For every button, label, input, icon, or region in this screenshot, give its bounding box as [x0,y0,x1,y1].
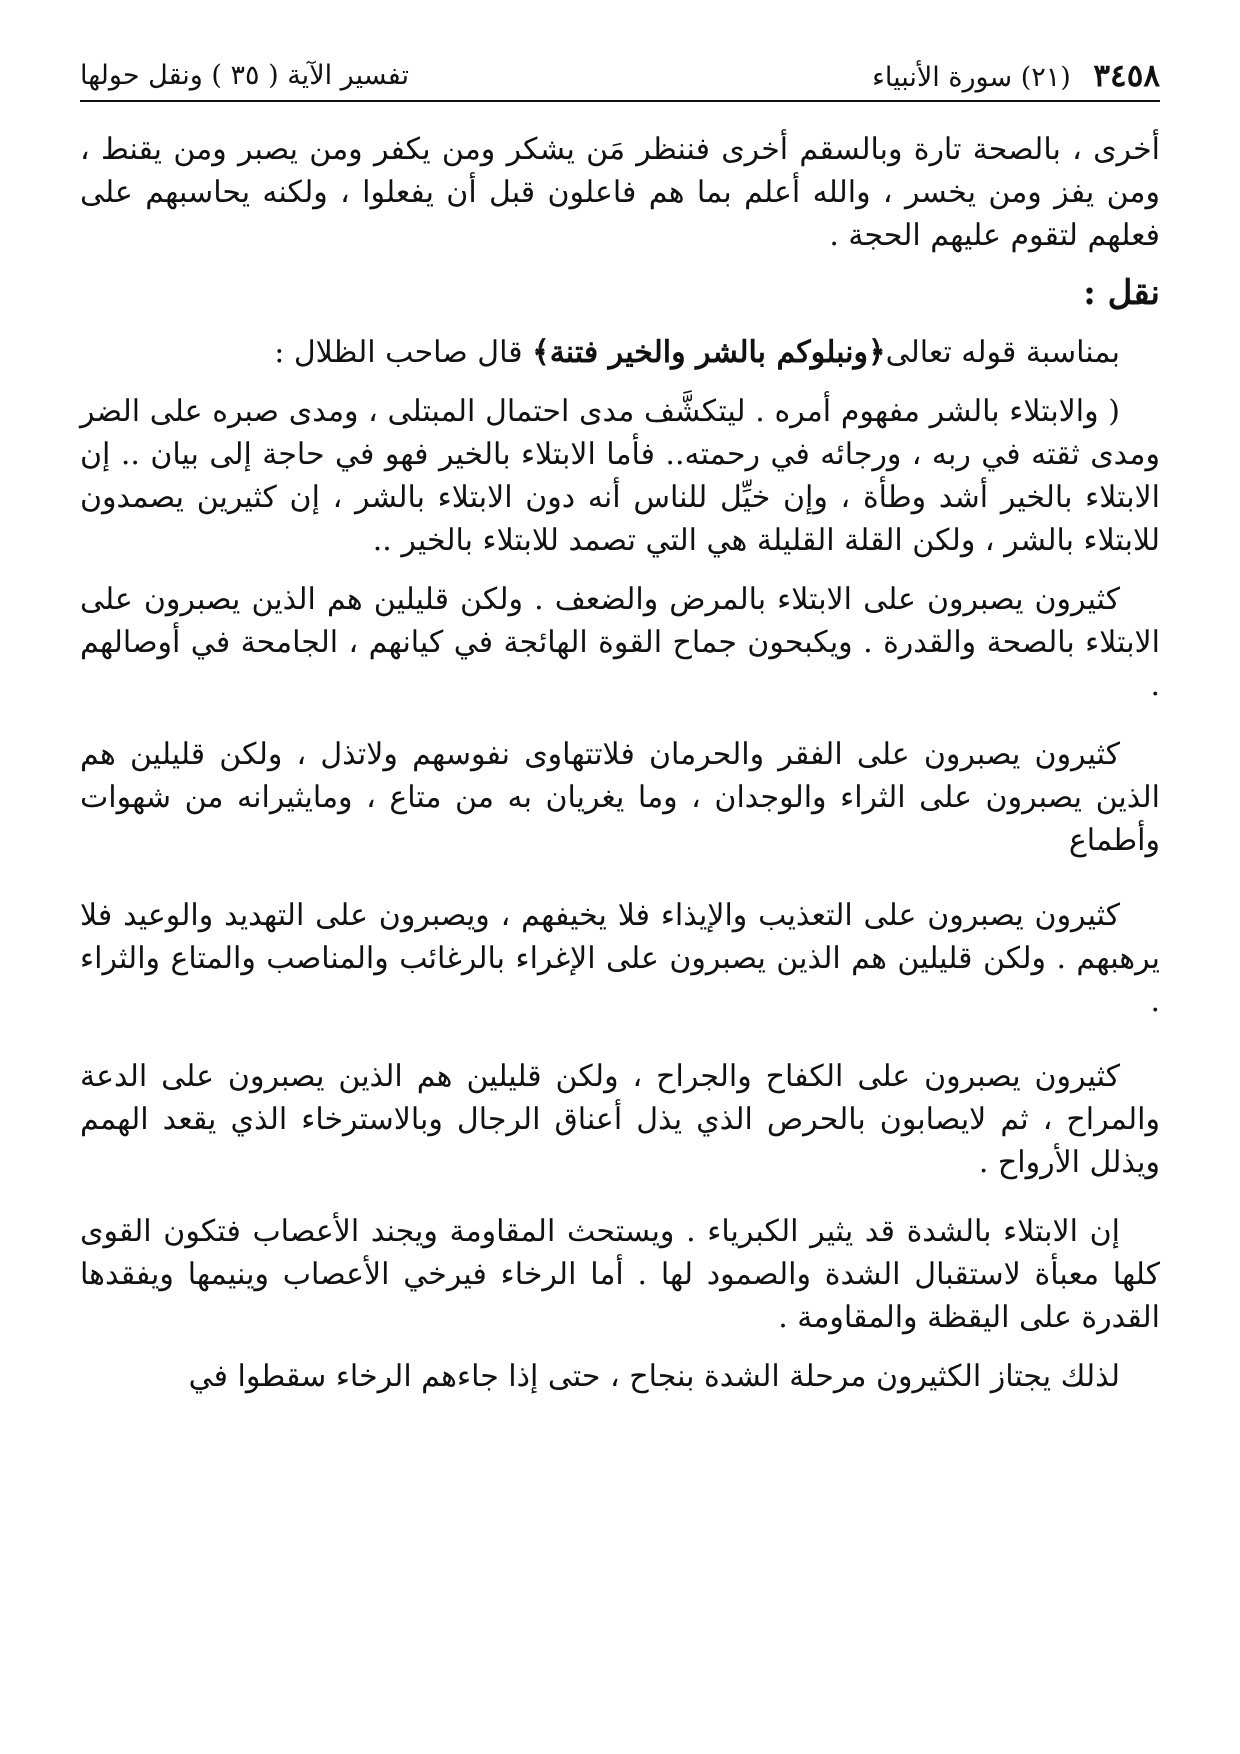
surah-name: (٢١) سورة الأنبياء [872,62,1071,93]
header-page-info [872,58,1160,94]
quote-intro-after: قال صاحب الظلال : [274,335,533,370]
quote-intro [80,331,1160,374]
quote-intro-before: بمناسبة قوله تعالى [885,335,1120,370]
page-number: ٣٤٥٨ [1093,58,1160,94]
paragraph-3: كثيرون يصبرون على الفقر والحرمان فلاتتهاوى نفوسهم ولاتذل ، ولكن قليلين هم الذين يصبرون على الثراء والوجدان ، وما يغريان به من متاع ، ومايثيرانه من شهوات وأطماع [80,737,1160,858]
intro-paragraph: أخرى ، بالصحة تارة وبالسقم أخرى فننظر مَن يشكر ومن يكفر ومن يصبر ومن يقنط ، ومن يفز ومن يخسر ، والله أعلم بما هم فاعلون قبل أن يفعلوا ، ولكنه يحاسبهم على فعلهم لتقوم عليهم الحجة . [80,132,1160,253]
paragraph-5: كثيرون يصبرون على الكفاح والجراح ، ولكن قليلين هم الذين يصبرون على الدعة والمراح ، ثم لايصابون بالحرص الذي يذل أعناق الرجال وبالاسترخاء الذي يقعد الهمم ويذلل الأرواح . [80,1059,1160,1180]
paragraph-6: إن الابتلاء بالشدة قد يثير الكبرياء . ويستحث المقاومة ويجند الأعصاب فتكون القوى كلها معبأة لاستقبال الشدة والصمود لها . أما الرخاء فيرخي الأعصاب وينيمها ويفقدها القدرة على اليقظة والمقاومة . [80,1214,1160,1335]
running-title: تفسير الآية ( ٣٥ ) ونقل حولها [80,60,409,91]
running-header [80,50,1160,102]
paragraph-4: كثيرون يصبرون على التعذيب والإيذاء فلا يخيفهم ، ويصبرون على التهديد والوعيد فلا يرهبهم . ولكن قليلين هم الذين يصبرون على الإغراء بالرغائب والمناصب والمتاع والثراء . [80,898,1160,1019]
page-body [80,128,1160,1398]
paragraph-1: ( والابتلاء بالشر مفهوم أمره . ليتكشَّف مدى احتمال المبتلى ، ومدى صبره على الضر ومدى ثقته في ربه ، ورجائه في رحمته.. فأما الابتلاء بالخير فهو في حاجة إلى بيان .. إن الابتلاء بالخير أشد وطأة ، وإن خيِّل للناس أنه دون الابتلاء بالشر ، إن كثيرين يصمدون للابتلاء بالشر ، ولكن القلة القليلة هي التي تصمد للابتلاء بالخير .. [80,394,1160,558]
paragraph-2: كثيرون يصبرون على الابتلاء بالمرض والضعف . ولكن قليلين هم الذين يصبرون على الابتلاء بالصحة والقدرة . ويكبحون جماح القوة الهائجة في كيانهم ، الجامحة في أوصالهم . [80,582,1160,703]
quran-verse: ﴿ونبلوكم بالشر والخير فتنة﴾ [532,335,886,370]
section-title: نقل : [1083,273,1160,313]
paragraph-7: لذلك يجتاز الكثيرون مرحلة الشدة بنجاح ، حتى إذا جاءهم الرخاء سقطوا في [188,1359,1120,1394]
